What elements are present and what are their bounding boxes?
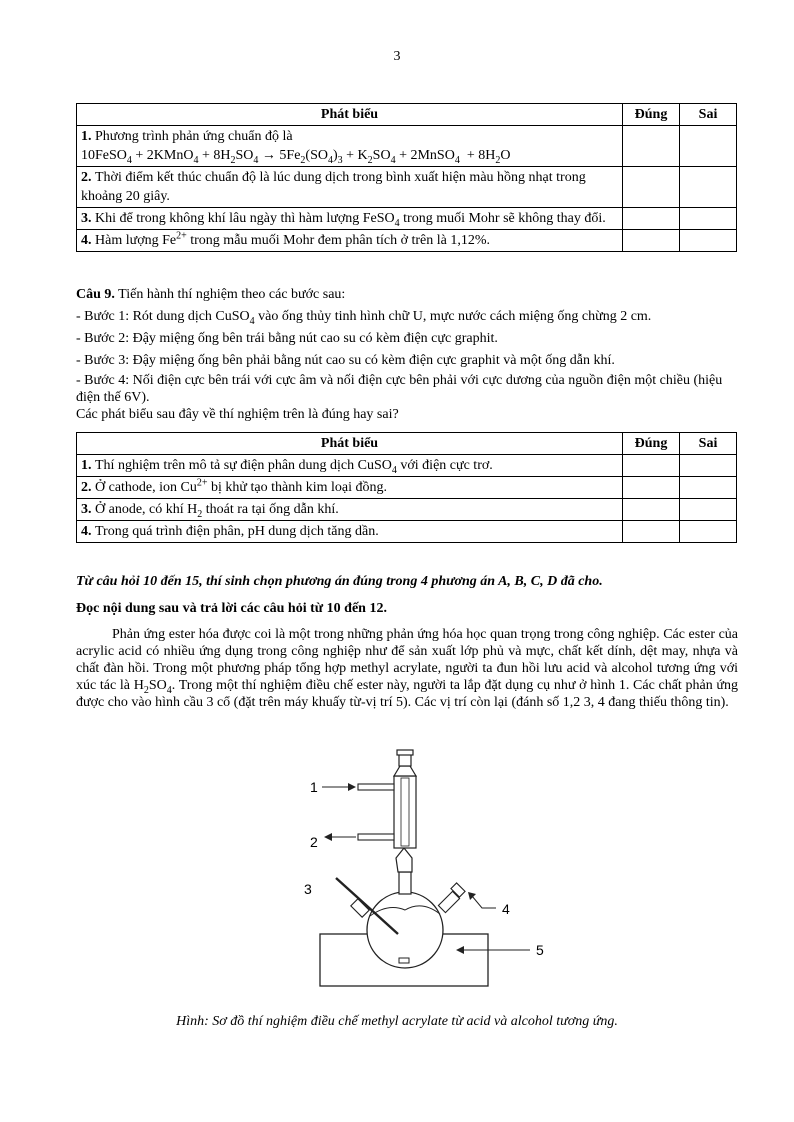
reading-paragraph: Phản ứng ester hóa được coi là một trong những phản ứng hóa học quan trọng trong công nghiệp. Các ester của acrylic acid có nhiều ứng dụng trong công nghiệp như để sản xuất lớp phủ và mực, chất kết dính, dệt may, nhựa và chất đàn hồi. Trong một phương pháp tổng hợp methyl acrylate, người ta đun hồi lưu acid và alcohol tương ứng với xúc tác là $H_2SO_4$. Trong một thí nghiệm điều chế ester này, người ta lắp đặt dụng cụ như ở hình 1. Các chất phản ứng được cho vào hình cầu 3 cổ (đặt trên máy khuấy từ-vị trí 5). Các vị trí còn lại (đánh số 1,2 3, 4 đang thiếu thông tin). bbox=[76, 627, 738, 710]
table1-true-cell-3[interactable] bbox=[623, 208, 680, 230]
table2-header-true: Đúng bbox=[623, 433, 680, 455]
table2-header-false: Sai bbox=[680, 433, 737, 455]
question-9 bbox=[76, 284, 738, 423]
table1-false-cell-1[interactable] bbox=[680, 126, 737, 167]
question-9-step-2: - Bước 2: Đậy miệng ống bên trái bằng nút cao su có kèm điện cực graphit. bbox=[76, 331, 498, 346]
table2-row-3 bbox=[77, 499, 737, 521]
question-9-step-3: - Bước 3: Đậy miệng ống bên phải bằng nút cao su có kèm điện cực graphit và một ống dẫn khí. bbox=[76, 353, 615, 368]
table2-statement-2: 2. Ở cathode, ion $Cu^{2+}$ bị khử tạo thành kim loại đồng. bbox=[77, 477, 623, 499]
table1-true-cell-2[interactable] bbox=[623, 167, 680, 208]
table2-row-4 bbox=[77, 521, 737, 543]
question-9-step-1: - Bước 1: Rót dung dịch CuSO$_4$ vào ống thủy tinh hình chữ U, mực nước cách miệng ống chừng 2 cm. bbox=[76, 309, 652, 327]
table1-header-false: Sai bbox=[680, 104, 737, 126]
reflux-condenser bbox=[394, 776, 416, 848]
question-9-intro: Tiến hành thí nghiệm theo các bước sau: bbox=[118, 287, 346, 302]
figure-label-2: 2 bbox=[310, 834, 318, 850]
figure-caption: Hình: Sơ đồ thí nghiệm điều chế methyl acrylate từ acid và alcohol tương ứng. bbox=[176, 1014, 618, 1029]
figure-label-1: 1 bbox=[310, 779, 318, 795]
apparatus-diagram bbox=[300, 748, 560, 993]
table2-false-cell-2[interactable] bbox=[680, 477, 737, 499]
table1-true-cell-4[interactable] bbox=[623, 230, 680, 252]
figure-label-4: 4 bbox=[502, 901, 510, 917]
table1-header-true: Đúng bbox=[623, 104, 680, 126]
statement-table-2 bbox=[76, 432, 737, 543]
table1-row-1 bbox=[77, 126, 737, 167]
table1-false-cell-4[interactable] bbox=[680, 230, 737, 252]
table2-false-cell-4[interactable] bbox=[680, 521, 737, 543]
table1-statement-1: 1. Phương trình phản ứng chuẩn độ là 10FeSO$_4$ + 2KMnO$_4$ + $8H_2SO_4 \to 5Fe_2(SO_4)_3 + K_2SO_4$ + 2MnSO$_4$ + $8H_2O$ bbox=[77, 126, 623, 167]
three-neck-flask bbox=[367, 892, 443, 968]
table1-row-4 bbox=[77, 230, 737, 252]
table1-header-statement: Phát biểu bbox=[77, 104, 623, 126]
table2-statement-4: 4. Trong quá trình điện phân, pH dung dịch tăng dần. bbox=[77, 521, 623, 543]
figure-label-3: 3 bbox=[304, 881, 312, 897]
table1-row-3 bbox=[77, 208, 737, 230]
table2-true-cell-3[interactable] bbox=[623, 499, 680, 521]
section-heading: Từ câu hỏi 10 đến 15, thí sinh chọn phương án đúng trong 4 phương án A, B, C, D đã cho. bbox=[76, 574, 603, 589]
table1-statement-2: 2. Thời điểm kết thúc chuẩn độ là lúc dung dịch trong bình xuất hiện màu hồng nhạt trong khoảng 20 giây. bbox=[77, 167, 623, 208]
question-9-title: Câu 9. bbox=[76, 287, 115, 302]
table2-row-1 bbox=[77, 455, 737, 477]
table1-statement-4: 4. Hàm lượng $Fe^{2+}$ trong mẫu muối Mohr đem phân tích ở trên là 1,12%. bbox=[77, 230, 623, 252]
table1-statement-3: 3. Khi để trong không khí lâu ngày thì hàm lượng FeSO$_4$ trong muối Mohr sẽ không thay đổi. bbox=[77, 208, 623, 230]
table2-row-2 bbox=[77, 477, 737, 499]
figure-label-5: 5 bbox=[536, 942, 544, 958]
page-number: 3 bbox=[393, 49, 401, 64]
reading-heading: Đọc nội dung sau và trả lời các câu hỏi từ 10 đến 12. bbox=[76, 601, 387, 616]
question-9-prompt: Các phát biểu sau đây về thí nghiệm trên là đúng hay sai? bbox=[76, 407, 399, 422]
stir-bar bbox=[399, 958, 409, 963]
table2-header-statement: Phát biểu bbox=[77, 433, 623, 455]
table2-true-cell-4[interactable] bbox=[623, 521, 680, 543]
table2-true-cell-1[interactable] bbox=[623, 455, 680, 477]
table2-false-cell-1[interactable] bbox=[680, 455, 737, 477]
table1-false-cell-3[interactable] bbox=[680, 208, 737, 230]
statement-table-1 bbox=[76, 103, 737, 252]
table1-row-2 bbox=[77, 167, 737, 208]
table2-false-cell-3[interactable] bbox=[680, 499, 737, 521]
table2-true-cell-2[interactable] bbox=[623, 477, 680, 499]
table2-statement-3: 3. Ở anode, có khí $H_2$ thoát ra tại ống dẫn khí. bbox=[77, 499, 623, 521]
table1-true-cell-1[interactable] bbox=[623, 126, 680, 167]
question-9-step-4: - Bước 4: Nối điện cực bên trái với cực âm và nối điện cực bên phải với cực dương của nguồn điện một chiều (hiệu điện thế 6V). bbox=[76, 373, 723, 405]
table2-statement-1: 1. Thí nghiệm trên mô tả sự điện phân dung dịch CuSO$_4$ với điện cực trơ. bbox=[77, 455, 623, 477]
table1-false-cell-2[interactable] bbox=[680, 167, 737, 208]
